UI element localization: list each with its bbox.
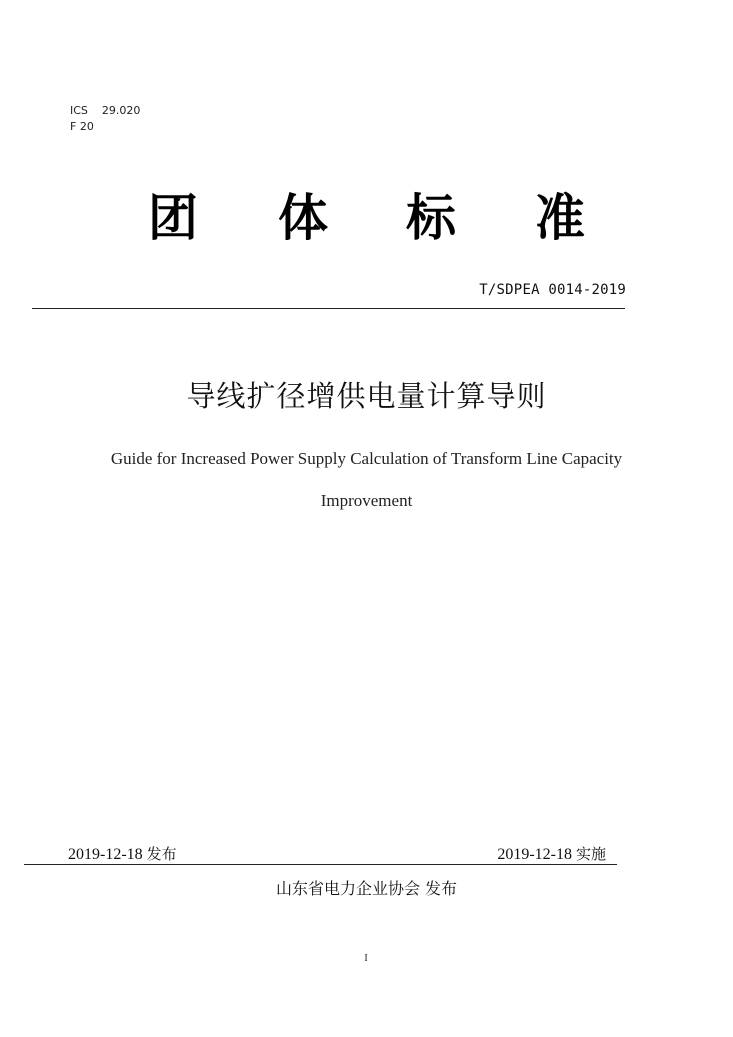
page-number: I [364,953,368,964]
ccs-code: F 20 [70,120,94,133]
title-char-3: 标 [406,189,456,247]
implement-label: 实施 [575,845,606,863]
ics-code: 29.020 [101,104,141,117]
issue-label: 发布 [146,845,177,863]
implement-date: 2019-12-18 [497,846,572,863]
publisher-label: 发布 [425,879,458,898]
ics-row [70,103,140,119]
english-title [0,438,733,522]
ics-label: ICS [70,104,88,117]
bottom-divider [24,864,617,865]
issue-date-group [68,843,177,864]
title-char-2: 体 [278,189,328,247]
english-title-line-1: Guide for Increased Power Supply Calculation of Transform Line Capacity [110,449,623,468]
title-char-1: 团 [148,189,198,247]
issue-date: 2019-12-18 [68,846,143,863]
chinese-title: 导线扩径增供电量计算导则 [186,379,547,413]
publisher-name: 山东省电力企业协会 [275,879,420,898]
document-type-title [0,188,733,248]
classification-block [70,103,140,135]
publisher-line [0,876,733,899]
dates-row [68,843,606,865]
title-char-4: 准 [535,189,585,247]
standard-number: T/SDPEA 0014-2019 [479,282,626,298]
english-title-line-2: Improvement [320,491,413,510]
top-divider [32,308,625,309]
implement-date-group [497,843,606,864]
